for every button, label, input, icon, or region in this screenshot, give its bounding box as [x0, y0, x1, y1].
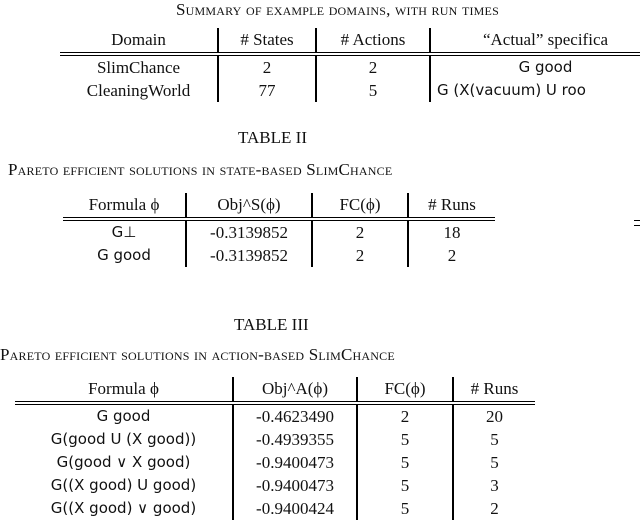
cell: -0.9400473 — [233, 451, 357, 474]
cell: 5 — [316, 79, 430, 102]
table1-title: Summary of example domains, with run times — [176, 0, 499, 19]
table-row — [15, 451, 535, 474]
cell: -0.9400473 — [233, 474, 357, 497]
table2-title: Pareto efficient solutions in state-based SlimChance — [8, 160, 393, 179]
cell: 5 — [357, 497, 453, 520]
cell: 2 — [357, 403, 453, 428]
table-row — [15, 428, 535, 451]
table2-header: FC(ϕ) — [312, 193, 408, 219]
cell: 5 — [453, 451, 535, 474]
table-row — [15, 403, 535, 428]
table-row — [15, 497, 535, 520]
cell: 18 — [408, 219, 495, 244]
table3-header: Formula ϕ — [88, 379, 159, 398]
cell: 77 — [218, 79, 316, 102]
table2-label: TABLE II — [238, 128, 307, 147]
cell: 5 — [453, 428, 535, 451]
table3-title: Pareto efficient solutions in action-based SlimChance — [0, 345, 395, 364]
cell: 2 — [312, 219, 408, 244]
cell: G good — [97, 246, 151, 264]
table2 — [63, 193, 495, 267]
cell: G(good ∨ X good) — [56, 453, 191, 471]
table-row — [63, 244, 495, 267]
table-row — [15, 474, 535, 497]
cell: -0.4939355 — [233, 428, 357, 451]
cell: -0.3139852 — [186, 219, 312, 244]
table3-header: # Runs — [453, 377, 535, 403]
cell: 2 — [453, 497, 535, 520]
cell: -0.9400424 — [233, 497, 357, 520]
cell: G(good U (X good)) — [50, 430, 197, 448]
cell: G((X good) ∨ good) — [50, 499, 197, 517]
table1-header: # States — [218, 28, 316, 54]
table2-header: Formula ϕ — [88, 195, 160, 214]
table1 — [60, 28, 640, 102]
table3-label: TABLE III — [234, 315, 309, 334]
cell: CleaningWorld — [86, 81, 191, 100]
cell: G good — [96, 407, 151, 425]
cell: 5 — [357, 428, 453, 451]
table3-header: FC(ϕ) — [357, 377, 453, 403]
cell: 20 — [453, 403, 535, 428]
cell: 2 — [312, 244, 408, 267]
table3 — [15, 377, 535, 520]
table2-header: # Runs — [408, 193, 495, 219]
adjacent-table-fragment — [634, 220, 640, 226]
table-row — [63, 219, 495, 244]
cell: 5 — [357, 451, 453, 474]
cell: G (X(vacuum) U roo — [430, 79, 640, 102]
cell: G good — [430, 54, 640, 79]
cell: 2 — [218, 54, 316, 79]
cell: 3 — [453, 474, 535, 497]
cell: 2 — [316, 54, 430, 79]
table3-header: Obj^A(ϕ) — [233, 377, 357, 403]
cell: G⊥ — [111, 223, 137, 241]
table1-header: # Actions — [316, 28, 430, 54]
cell: 5 — [357, 474, 453, 497]
table-row — [60, 79, 640, 102]
table1-header: “Actual” specifica — [430, 28, 640, 54]
cell: 2 — [408, 244, 495, 267]
cell: -0.4623490 — [233, 403, 357, 428]
table2-header: Obj^S(ϕ) — [186, 193, 312, 219]
cell: SlimChance — [96, 58, 181, 77]
cell: G((X good) U good) — [50, 476, 197, 494]
cell: -0.3139852 — [186, 244, 312, 267]
table1-header: Domain — [111, 30, 166, 49]
table-row — [60, 54, 640, 79]
